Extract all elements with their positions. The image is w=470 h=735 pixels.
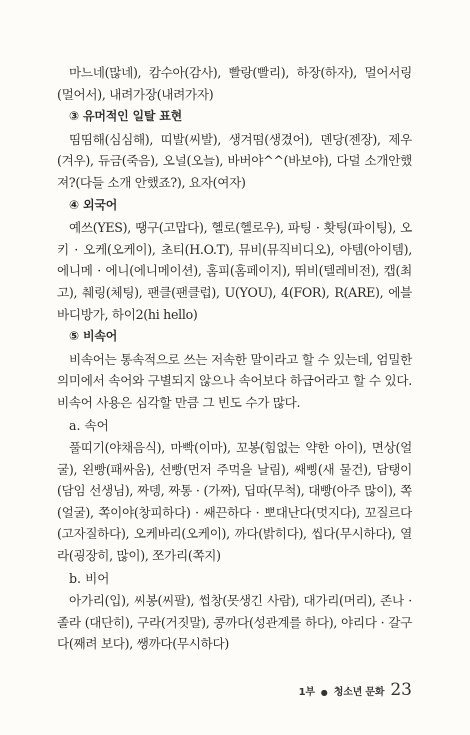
section-heading: ③ 유머적인 일탈 표현 — [69, 109, 183, 124]
footer-section-title: 청소년 문화 — [333, 687, 385, 698]
body-paragraph: 비속어는 통속적으로 쓰는 저속한 말이라고 할 수 있는데, 엄밀한 의미에서 속어와 구별되지 않으나 속어보다 하급어라고 할 수 있다. 비속어 사용은 심각할 만큼 그 빈도 수가 많다. — [57, 351, 412, 410]
section-heading: ④ 외국어 — [69, 197, 118, 212]
page-body — [57, 62, 412, 655]
page-number: 23 — [390, 680, 412, 700]
subsection-label: b. 비어 — [69, 570, 110, 586]
subsection-label: a. 속어 — [69, 417, 109, 433]
footer-part-label: 1부 — [298, 687, 315, 698]
section-heading: ⑤ 비속어 — [69, 329, 118, 344]
body-paragraph: 예쓰(YES), 땡구(고맙다), 헬로(헬로우), 파팅 · 홧팅(파이팅), 오키 · 오케(오케이), 초티(H.O.T), 뮤비(뮤직비디오), 아템(아이템), 에니메 · 에니(에니메이션), 홈피(홈페이지), 뛰비(텔레비전), 캡(최고), 췌링(체팅), 팬클(팬클럽), U(YOU), 4(FOR), R(ARE), 에블바디방가, 하이2(hi hello) — [57, 220, 412, 322]
body-paragraph: 띰띰해(심심해), 띠발(씨발), 생겨떰(생겼어), 뎬당(젠장), 제우(겨우), 듀금(죽음), 오널(오늘), 바버야^^(바보야), 다덜 소개안했져?(다들 소개 안했죠?), 요자(여자) — [57, 131, 412, 190]
body-paragraph: 풀띠기(야채음식), 마빡(이마), 꼬봉(힘없는 약한 아이), 면상(얼굴), 왼빵(패싸움), 선빵(먼저 주먹을 날림), 쌔삥(새 물건), 담탱이(담임 선생님), 짜뎅, 짜통 · (가짜), 딥따(무척), 대빵(아주 많이), 쪽(얼굴), 쪽이야(창피하다) · 쌔끈하다 · 뽀대난다(멋지다), 꼬질르다(고자질하다), 오케바리(오케이), 까다(밝히다), 씹다(무시하다), 열라(굉장히, 많이), 쪼가리(쪽지) — [57, 440, 412, 564]
running-footer — [299, 680, 412, 700]
body-paragraph: 마느네(많네), 캄수아(감사), 빨랑(빨리), 하장(하자), 멀어서링(멀어서), 내려가장(내려가자) — [57, 65, 412, 102]
body-paragraph: 아가리(입), 씨봉(씨팔), 썹창(못생긴 사람), 대가리(머리), 존나 · 졸라 (대단히), 구라(거짓말), 콩까다(성관계를 하다), 야리다 · 갈구다(째려 보다), 쌩까다(무시하다) — [57, 593, 412, 652]
footer-bullet-icon: ● — [320, 688, 328, 697]
